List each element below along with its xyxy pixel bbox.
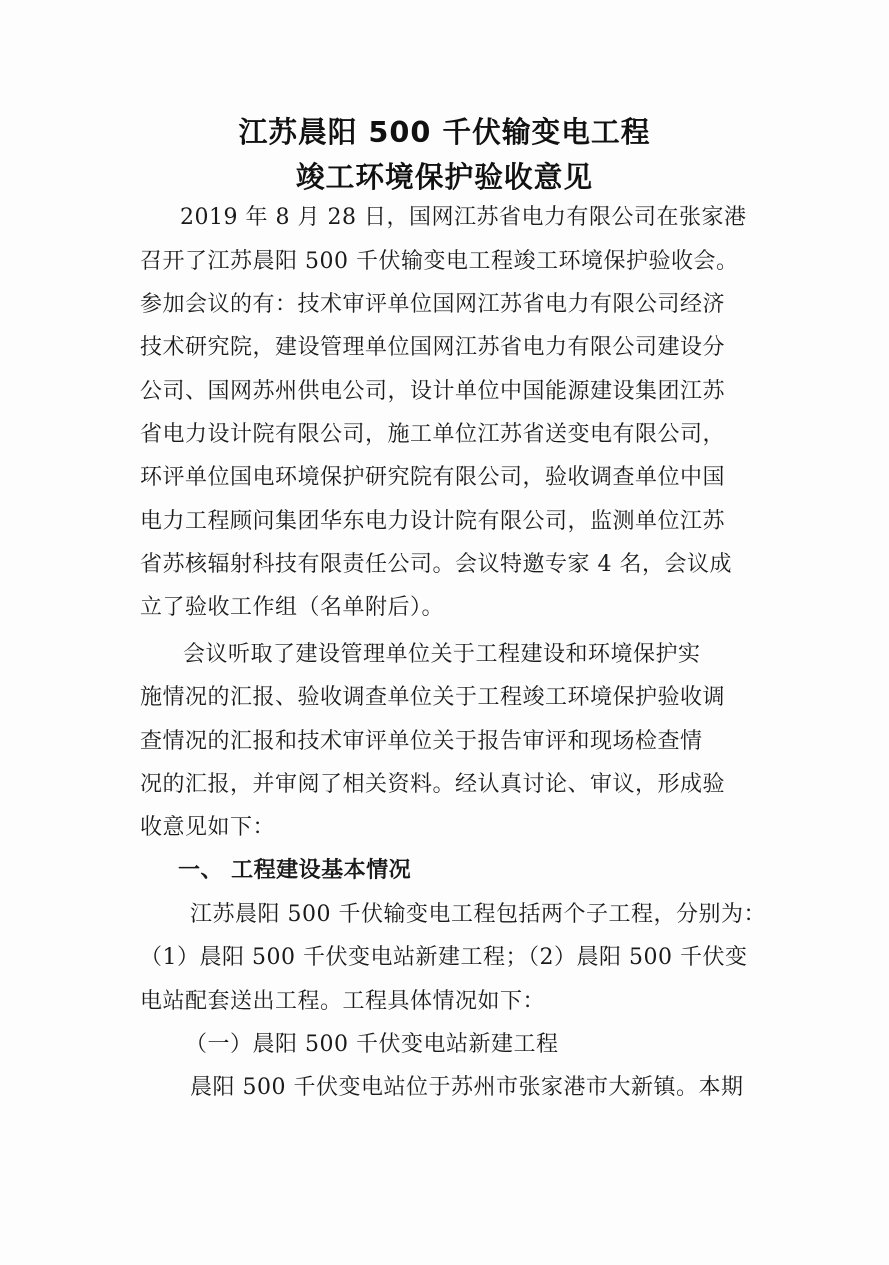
document-title-line-1: 江苏晨阳 500 千伏输变电工程 (238, 115, 651, 149)
paragraph-line: 公司、国网苏州供电公司，设计单位中国能源建设集团江苏 (140, 379, 726, 404)
paragraph-line: 2019 年 8 月 28 日，国网江苏省电力有限公司在张家港 (180, 205, 747, 230)
paragraph-line: 电力工程顾问集团华东电力设计院有限公司，监测单位江苏 (140, 509, 726, 534)
document-title-line-2: 竣工环境保护验收意见 (295, 160, 594, 194)
paragraph-line: 省苏核辐射科技有限责任公司。会议特邀专家 4 名，会议成 (140, 552, 732, 577)
paragraph-line: 收意见如下： (140, 815, 276, 840)
paragraph-line: 况的汇报，并审阅了相关资料。经认真讨论、审议，形成验 (140, 772, 726, 797)
paragraph-line: 参加会议的有：技术审评单位国网江苏省电力有限公司经济 (140, 292, 726, 317)
section-heading: 一、 工程建设基本情况 (178, 858, 412, 883)
paragraph-line: 查情况的汇报和技术审评单位关于报告审评和现场检查情 (140, 729, 703, 754)
subsection-heading: （一）晨阳 500 千伏变电站新建工程 (185, 1032, 559, 1057)
paragraph-line: 省电力设计院有限公司，施工单位江苏省送变电有限公司， (140, 422, 726, 447)
paragraph-line: 施情况的汇报、验收调查单位关于工程竣工环境保护验收调 (140, 685, 726, 710)
paragraph-line: 晨阳 500 千伏变电站位于苏州市张家港市大新镇。本期 (190, 1075, 744, 1100)
paragraph-line: 立了验收工作组（名单附后）。 (140, 595, 445, 620)
paragraph-line: 召开了江苏晨阳 500 千伏输变电工程竣工环境保护验收会。 (140, 249, 739, 274)
paragraph-line: 会议听取了建设管理单位关于工程建设和环境保护实 (183, 642, 701, 667)
paragraph-line: 环评单位国电环境保护研究院有限公司，验收调查单位中国 (140, 465, 726, 490)
paragraph-line: 江苏晨阳 500 千伏输变电工程包括两个子工程，分别为： (190, 902, 766, 927)
paragraph-line: 技术研究院，建设管理单位国网江苏省电力有限公司建设分 (140, 335, 726, 360)
paragraph-line: （1）晨阳 500 千伏变电站新建工程；（2）晨阳 500 千伏变 (140, 945, 748, 970)
paragraph-line: 电站配套送出工程。工程具体情况如下： (140, 989, 546, 1014)
